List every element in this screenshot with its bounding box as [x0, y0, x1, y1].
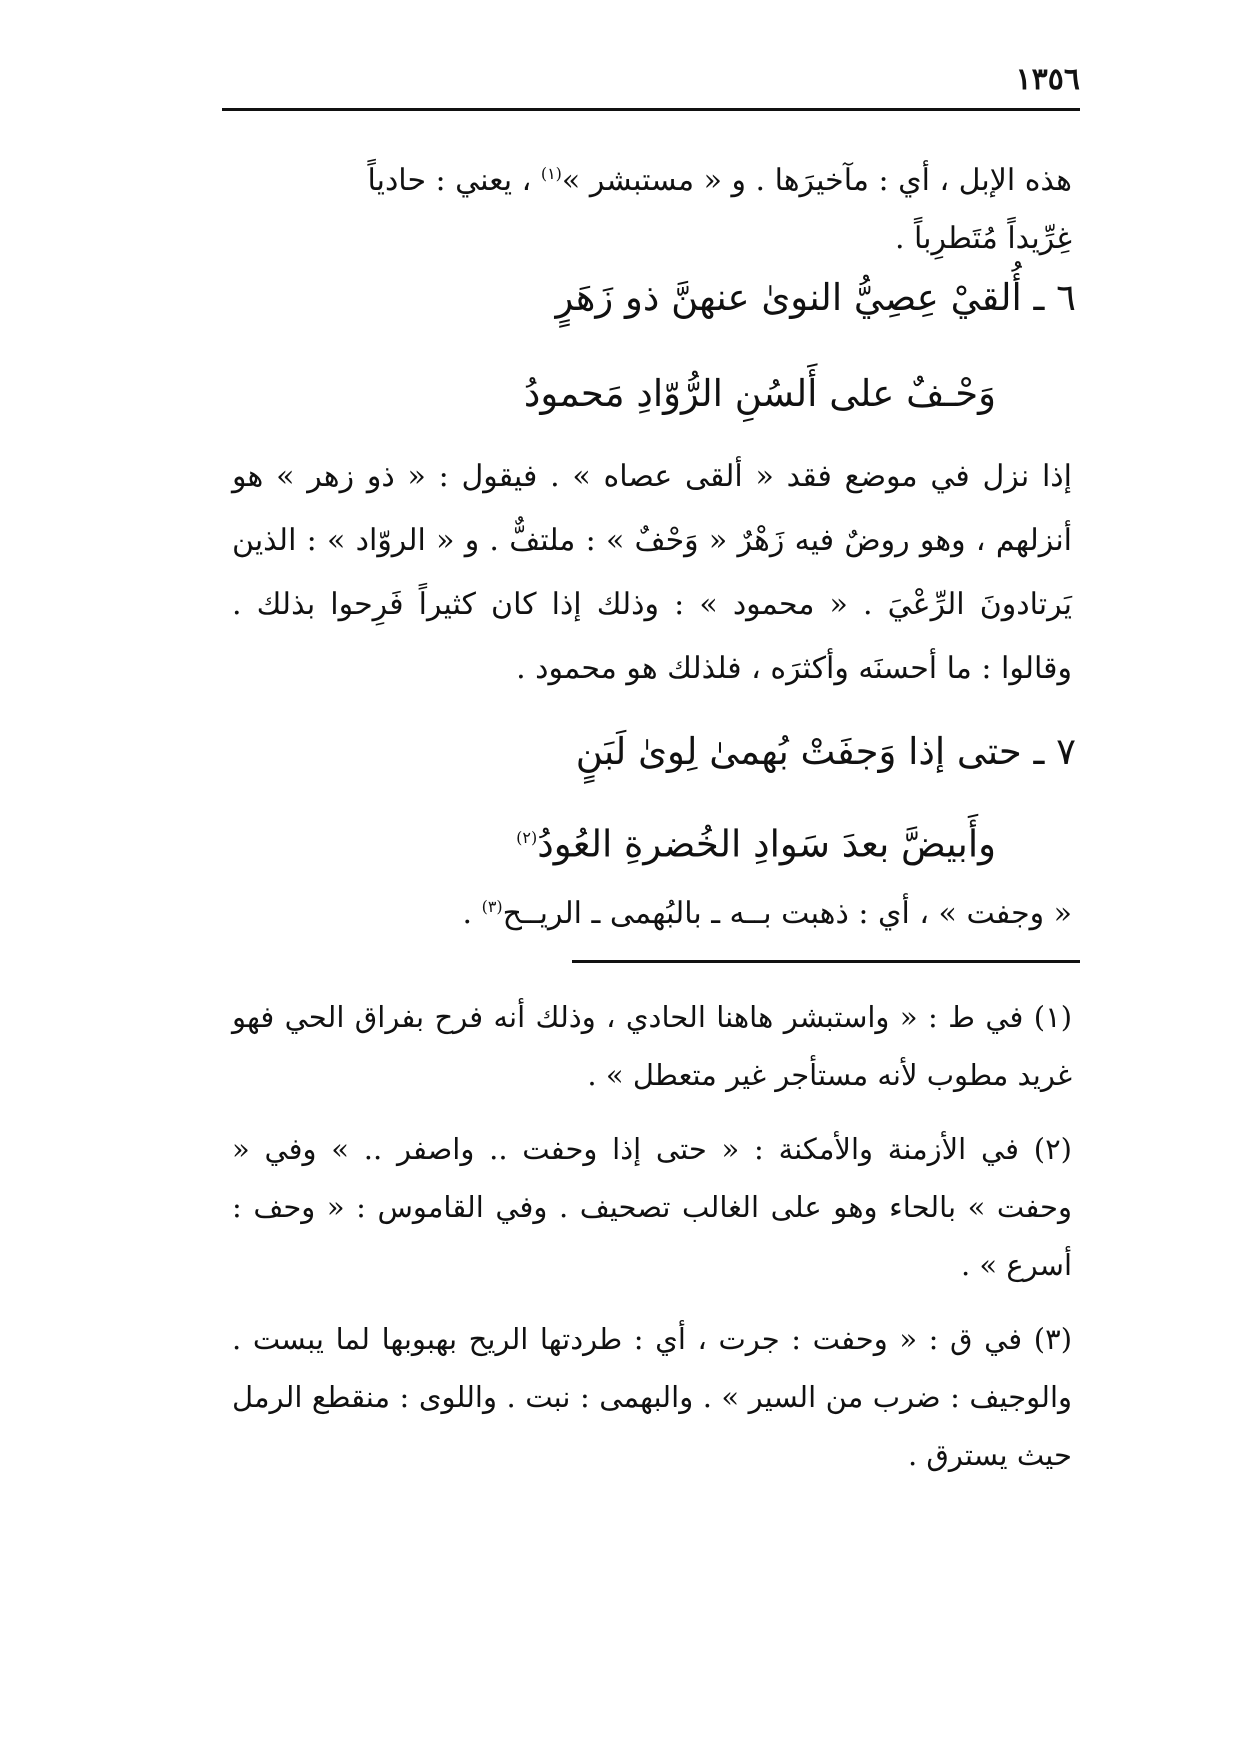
verse-6-second-hemistich: وَحْـفٌ على أَلسُنِ الرُّوّادِ مَحمودُ: [523, 372, 996, 415]
footnote-3-text: في ق : « وحفت : جرت ، أي : طردتها الريح بهبوبها لما يبست . والوجيف : ضرب من السير » . والبهمى : نبت . واللوى : منقطع الرمل حيث يسترق .: [232, 1322, 1072, 1472]
footnote-1-text: في ط : « واستبشر هاهنا الحادي ، وذلك أنه فرح بفراق الحي فهو غريد مطوب لأنه مستأجر غير متعطل » .: [232, 1000, 1072, 1092]
commentary-verse-6: [232, 445, 1072, 701]
commentary-7-end: .: [462, 896, 473, 931]
verse-6-first-hemistich: ٦ ـ أُلقيْ عِصِيُّ النوىٰ عنهنَّ ذو زَهَرٍ: [555, 276, 1076, 319]
footnote-3-number: (٣): [1033, 1322, 1073, 1356]
footnote-2: [232, 1120, 1072, 1294]
footnote-ref-2: (٢): [516, 828, 538, 847]
footnote-ref-1: (١): [540, 164, 562, 183]
verse-7-second-text: وأَبيضَّ بعدَ سَوادِ الخُضرةِ العُودُ: [537, 822, 996, 866]
footnote-ref-3: (٣): [481, 897, 503, 916]
footnote-rule: [572, 960, 1080, 963]
intro-line1-end: ، يعني : حادياً: [367, 163, 532, 198]
intro-line2: غِرِّيداً مُتَطرِباً .: [894, 221, 1072, 256]
commentary-6-text: إذا نزل في موضع فقد « ألقى عصاه » . فيقول : « ذو زهر » هو أنزلهم ، وهو روضٌ فيه زَهْرٌ « وَحْفٌ » : ملتفٌّ . و « الروّاد » : الذين يَرتادونَ الرِّعْيَ . « محمود » : وذلك إذا كان كثيراً فَرِحوا بذلك . وقالوا : ما أحسنَه وأكثرَه ، فلذلك هو محمود .: [232, 459, 1072, 686]
commentary-7-text: « وجفت » ، أي : ذهبت بــه ـ بالبُهمى ـ الريــح: [502, 896, 1072, 931]
footnote-2-text: في الأزمنة والأمكنة : « حتى إذا وحفت .. واصفر .. » وفي « وحفت » بالحاء وهو على الغالب تصحيف . وفي القاموس : « وحف : أسرع » .: [232, 1132, 1072, 1282]
commentary-verse-7: [232, 878, 1072, 943]
footnote-3: [232, 1310, 1072, 1484]
footnote-2-number: (٢): [1033, 1132, 1072, 1166]
intro-paragraph: [232, 145, 1072, 268]
intro-line1: هذه الإبل ، أي : مآخيرَها . و « مستبشر »: [561, 163, 1072, 198]
footnote-1-number: (١): [1033, 1000, 1073, 1034]
verse-7-first-hemistich: ٧ ـ حتى إذا وَجفَتْ بُهمىٰ لِوىٰ لَبَنٍ: [575, 730, 1076, 773]
footnotes: [232, 988, 1072, 1500]
verse-7-second-hemistich: [516, 808, 996, 874]
header-rule: [222, 108, 1080, 111]
page-number: ١٣٥٦: [1015, 62, 1080, 97]
footnote-1: [232, 988, 1072, 1104]
